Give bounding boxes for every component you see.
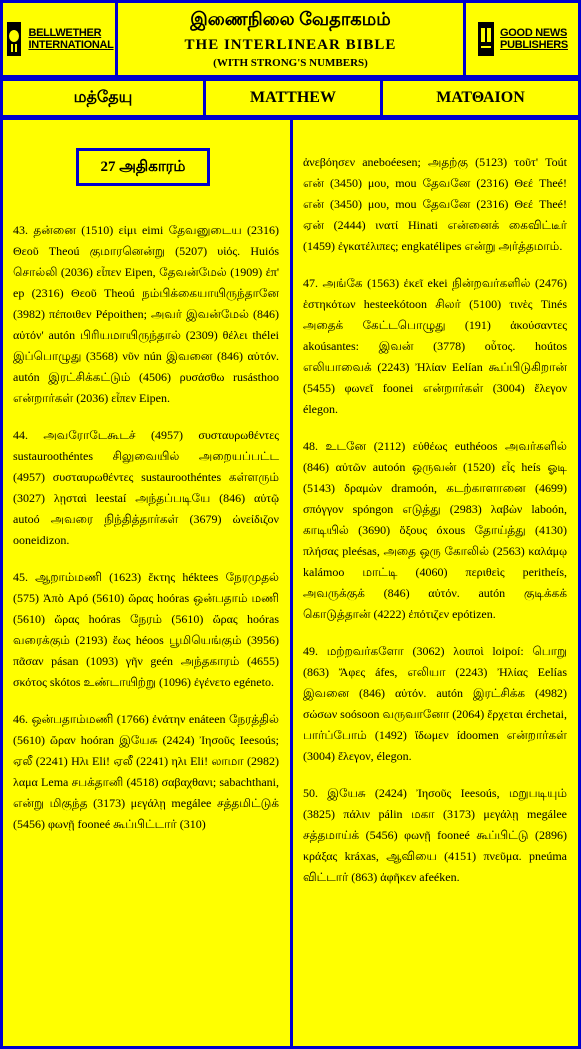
book-greek-box <box>380 78 581 118</box>
book-english-box <box>203 78 383 118</box>
verse-43: 43. தன்னை (1510) εἰμι eimi தேவனுடைய (2316) Θεοῦ Theoú குமாரனென்று (5207) υἱός. Huiós சொல்லி (2036) εἶπεν Eipen, தேவன்மேல் (1909) ἐπ' ep (2316) Θεοῦ Theoú நம்பிக்கையாயிருந்தானே (3982) πέποιθεν Pépoithen; அவர் இவன்மேல் (846) αὐτόν' autón பிரியமாயிருந்தால் (2309) θέλει thélei இப்பொழுது (3568) νῦν nún இவனை (846) αὐτόν. autón இரட்சிக்கட்டும் (4506) ρυσάσθω rusásthoo என்றார்கள் (2036) εἶπεν Eipen. <box>13 223 279 405</box>
left-logo-text <box>28 27 113 51</box>
title-box <box>115 0 466 78</box>
title-english: THE INTERLINEAR BIBLE <box>184 37 397 53</box>
verse-47: 47. அங்கே (1563) ἐκεῖ ekei நின்றவர்களில் (2476) ἑστηκότων hesteekótoon சிலர் (5100) τινὲς Tinés அதைக் கேட்டபொழுது (191) ἀκούσαντες akoúsantes: இவன் (3778) οὗτος. hoútos எலியாவைக் (2243) Ἠλίαν Eelían கூப்பிடுகிறான் (5455) φωνεῖ foonei என்றார்கள் (3004) ἔλεγον élegon. <box>303 276 567 416</box>
verse-45: 45. ஆறாம்மணி (1623) ἕκτης héktees நேரமுதல் (575) Ἀπὸ Apó (5610) ὥρας hoóras ஒன்பதாம் மணி (5610) ὥρας hoóras நேரம் (5610) ὥρας hoóras வரைக்கும் (2193) ἕως héoos பூமியெங்கும் (3956) πᾶσαν pásan (1093) γῆν geén அந்தகாரம் (4655) σκότος skótos உண்டாயிற்று (1096) ἐγένετο egéneto. <box>13 570 279 689</box>
book-greek: ΜΑΤΘΑΙΟΝ <box>436 89 525 106</box>
left-column-text <box>13 220 279 851</box>
book-tamil: மத்தேயு <box>73 89 133 106</box>
chapter-label: 27 அதிகாரம் <box>76 148 210 186</box>
right-logo-box <box>463 0 581 78</box>
left-logo-line2: INTERNATIONAL <box>28 39 114 51</box>
verse-46: 46. ஒன்பதாம்மணி (1766) ἐνάτην enáteen நேரத்தில் (5610) ὥραν hoóran இயேசு (2424) Ἰησοῦς Ieesoús; ஏலீ (2241) Ηλι Eli! ஏலீ (2241) ηλι Eli! லாமா (2982) λαμα Lema சபக்தானி (4518) σαβαχθανι; sabachthani, என்று மிகுந்த (3173) μεγάλῃ megálee சத்தமிட்டுக் (5456) φωνῇ fooneé கூப்பிட்டார் (310) <box>13 712 279 831</box>
left-logo-box <box>0 0 118 78</box>
title-tamil: இணைநிலை வேதாகமம் <box>190 9 391 29</box>
book-english: MATTHEW <box>250 89 336 106</box>
book-icon <box>476 22 496 56</box>
book-tamil-box <box>0 78 206 118</box>
right-logo-line2: PUBLISHERS <box>500 39 568 51</box>
verse-48: 48. உடனே (2112) εὐθέως euthéoos அவர்களில் (846) αὐτῶν autoón ஒருவன் (1520) εἷς heís ஓடி (5143) δραμὼν dramoón, கடற்காளானை (4699) σπόγγον spóngon எடுத்து (2983) λαβὼν laboón, காடியில் (3690) ὄξους óxous தோய்த்து (4130) πλήσας pleésas, அதை ஒரு கோலில் (2563) καλάμῳ kalámoo மாட்டி (4060) περιθεὶς peritheís, அவருக்குக் (846) αὐτόν. autón குடிக்கக் கொடுத்தான் (4222) ἐπότιζεν epótizen. <box>303 439 567 621</box>
verse-50: 50. இயேசு (2424) Ἰησοῦς Ieesoús, மறுபடியும் (3825) πάλιν pálin மகா (3173) μεγάλῃ megálee சத்தமாய்க் (5456) φωνῇ fooneé கூப்பிட்டு (2896) κράξας kráxas, ஆவியை (4151) πνεῦμα. pneúma விட்டார் (863) ἀφῆκεν afeéken. <box>303 786 567 884</box>
sheep-icon <box>4 22 24 56</box>
title-subtitle: (WITH STRONG'S NUMBERS) <box>213 57 368 69</box>
verse-49: 49. மற்றவர்களோ (3062) λοιποὶ loipoí: பொறு (863) Ἄφες áfes, எலியா (2243) Ἠλίας Eelías இவனை (846) αὐτόν. autón இரட்சிக்க (4982) σώσων soósoon வருவானோ (2064) ἔρχεται érchetai, பார்ப்போம் (1492) ἴδωμεν ídoomen என்றார்கள் (3004) ἔλεγον, élegon. <box>303 644 567 763</box>
left-logo-line1: BELLWETHER <box>28 27 102 39</box>
verse-46-continued: ἀνεβόησεν aneboéesen; அதற்கு (5123) τοῦτ' Toút என் (3450) μου, mou தேவனே (2316) Θεέ Theé! என் (3450) μου, mou தேவனே (2316) Θεέ Theé! ஏன் (2444) ινατί Hinati என்னைக் கைவிட்டீர் (1459) ἐγκατέλιπες; engkatélipes என்று அர்த்தமாம். <box>303 155 567 253</box>
right-logo-line1: GOOD NEWS <box>500 27 568 39</box>
right-column-text <box>303 152 567 904</box>
verse-44: 44. அவரோடேகூடச் (4957) συσταυρωθέντες sustauroothéntes சிலுவையில் அறையப்பட்ட (4957) συσταυρωθέντες sustauroothéntes கள்ளரும் (3027) λῃσταὶ leestaí அந்தப்படியே (846) αὐτῷ autoó அவரை நிந்தித்தார்கள் (3679) ὠνείδιζον ooneidizon. <box>13 428 279 547</box>
right-logo-text <box>500 27 568 51</box>
